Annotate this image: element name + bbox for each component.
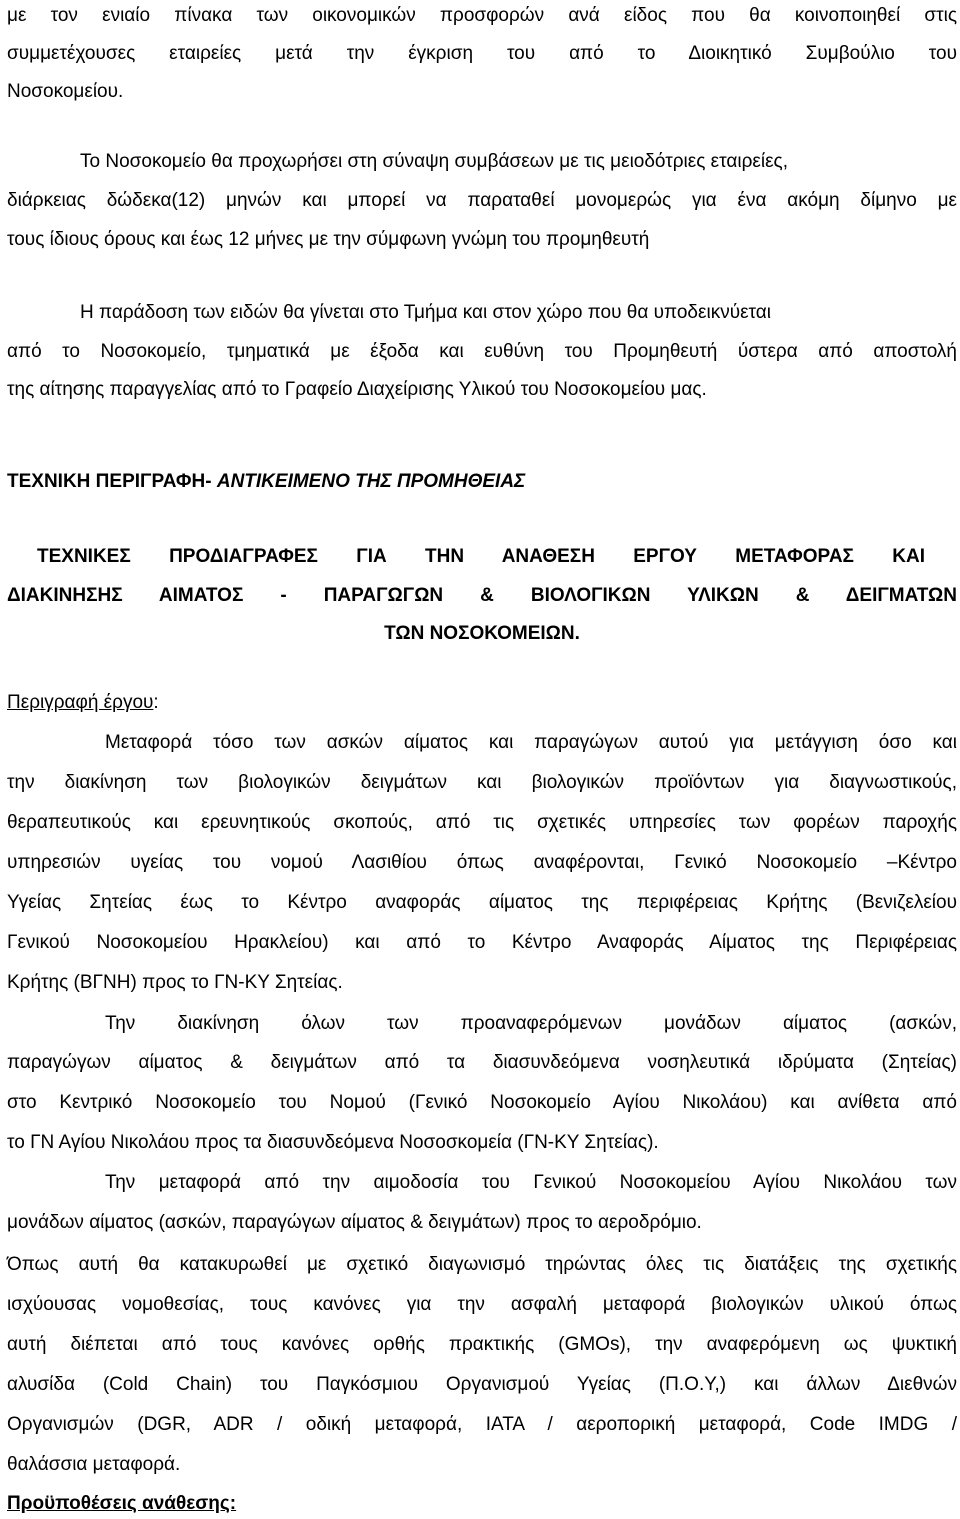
para1-line-6: Γενικού Νοσοκομείου Ηρακλείου) και από το Κέντρο Αναφοράς Αίματος της Περιφέρειας	[7, 932, 957, 953]
para2-line-3: στο Κεντρικό Νοσοκομείο του Νομού (Γενικό Νοσοκομείο Αγίου Νικολάου) και ανίθετα από	[7, 1092, 957, 1113]
para1-line-2: την διακίνηση των βιολογικών δειγμάτων και βιολογικών προϊόντων για διαγνωστικούς,	[7, 772, 957, 793]
intro-line-2: συμμετέχουσες εταιρείες μετά την έγκριση του από το Διοικητικό Συμβούλιο του	[7, 43, 957, 64]
delivery-line-2: από το Νοσοκομείο, τμηματικά με έξοδα και ευθύνη του Προμηθευτή ύστερα από αποστολή	[7, 341, 957, 362]
spec-title-line-3: ΤΩΝ ΝΟΣΟΚΟΜΕΙΩΝ.	[384, 623, 580, 644]
para1-line-5: Υγείας Σητείας έως το Κέντρο αναφοράς αίματος της περιφέρειας Κρήτης (Βενιζελείου	[7, 892, 957, 913]
para1-line-7: Κρήτης (ΒΓΝΗ) προς το ΓΝ-ΚΥ Σητείας.	[7, 972, 343, 993]
para4-line-3: αυτή διέπεται από τους κανόνες ορθής πρακτικής (GMOs), την αναφερόμενη ως ψυκτική	[7, 1334, 957, 1355]
award-conditions-heading: Προϋποθέσεις ανάθεσης:	[7, 1493, 237, 1514]
spec-title-line-1: ΤΕΧΝΙΚΕΣ ΠΡΟΔΙΑΓΡΑΦΕΣ ΓΙΑ ΤΗΝ ΑΝΑΘΕΣΗ ΕΡΓΟΥ ΜΕΤΑΦΟΡΑΣ ΚΑΙ	[37, 546, 925, 567]
work-description-colon: :	[153, 692, 159, 713]
para4-line-2: ισχύουσας νομοθεσίας, τους κανόνες για την ασφαλή μεταφορά βιολογικών υλικού όπως	[7, 1294, 957, 1315]
para2-line-4: το ΓΝ Αγίου Νικολάου προς τα διασυνδεόμενα Νοσοσκομεία (ΓΝ-ΚΥ Σητείας).	[7, 1132, 659, 1153]
para4-line-6: θαλάσσια μεταφορά.	[7, 1454, 181, 1475]
para1-line-1: Μεταφορά τόσο των ασκών αίματος και παραγώγων αυτού για μετάγγιση όσο και	[105, 732, 957, 753]
delivery-line-3: της αίτησης παραγγελίας από το Γραφείο Διαχείρισης Υλικού του Νοσοκομείου μας.	[7, 379, 707, 400]
intro-line-1: με τον ενιαίο πίνακα των οικονομικών προσφορών ανά είδος που θα κοινοποιηθεί στις	[7, 5, 957, 26]
para3-line-2: μονάδων αίματος (ασκών, παραγώγων αίματος & δειγμάτων) προς το αεροδρόμιο.	[7, 1212, 702, 1233]
contract-line-2: διάρκειας δώδεκα(12) μηνών και μπορεί να παραταθεί μονομερώς για ένα ακόμη δίμηνο με	[7, 190, 957, 211]
para4-line-5: Οργανισμών (DGR, ADR / οδική μεταφορά, ΙΑΤΑ / αεροπορική μεταφορά, Code IMDG /	[7, 1414, 957, 1435]
tech-heading-subject: ΑΝΤΙΚΕΙΜΕΝΟ ΤΗΣ ΠΡΟΜΗΘΕΙΑΣ	[216, 471, 526, 492]
spec-title-line-2: ΔΙΑΚΙΝΗΣΗΣ ΑΙΜΑΤΟΣ - ΠΑΡΑΓΩΓΩΝ & ΒΙΟΛΟΓΙΚΩΝ ΥΛΙΚΩΝ & ΔΕΙΓΜΑΤΩΝ	[7, 585, 957, 606]
intro-line-3: Νοσοκομείου.	[7, 81, 124, 102]
contract-line-1: Το Νοσοκομείο θα προχωρήσει στη σύναψη συμβάσεων με τις μειοδότριες εταιρείες,	[80, 151, 788, 172]
para4-line-4: αλυσίδα (Cold Chain) του Παγκόσμιου Οργανισμού Υγείας (Π.Ο.Υ,) και άλλων Διεθνών	[7, 1374, 957, 1395]
work-description-label: Περιγραφή έργου	[7, 692, 154, 713]
tech-heading	[7, 470, 525, 494]
para2-line-1: Την διακίνηση όλων των προαναφερόμενων μονάδων αίματος (ασκών,	[105, 1013, 957, 1034]
para4-line-1: Όπως αυτή θα κατακυρωθεί με σχετικό διαγωνισμό τηρώντας όλες τις διατάξεις της σχετικής	[7, 1254, 957, 1275]
work-description-heading	[7, 691, 159, 715]
contract-line-3: τους ίδιους όρους και έως 12 μήνες με την σύμφωνη γνώμη του προμηθευτή	[7, 229, 650, 250]
para1-line-3: θεραπευτικούς και ερευνητικούς σκοπούς, από τις σχετικές υπηρεσίες των φορέων παροχής	[7, 812, 957, 833]
tech-heading-prefix: ΤΕΧΝΙΚΗ ΠΕΡΙΓΡΑΦΗ-	[7, 471, 217, 492]
para1-line-4: υπηρεσιών υγείας του νομού Λασιθίου όπως αναφέρονται, Γενικό Νοσοκομείο –Κέντρο	[7, 852, 957, 873]
delivery-line-1: Η παράδοση των ειδών θα γίνεται στο Τμήμα και στον χώρο που θα υποδεικνύεται	[80, 302, 771, 323]
para2-line-2: παραγώγων αίματος & δειγμάτων από τα διασυνδεόμενα νοσηλευτικά ιδρύματα (Σητείας)	[7, 1052, 957, 1073]
para3-line-1: Την μεταφορά από την αιμοδοσία του Γενικού Νοσοκομείου Αγίου Νικολάου των	[105, 1172, 957, 1193]
